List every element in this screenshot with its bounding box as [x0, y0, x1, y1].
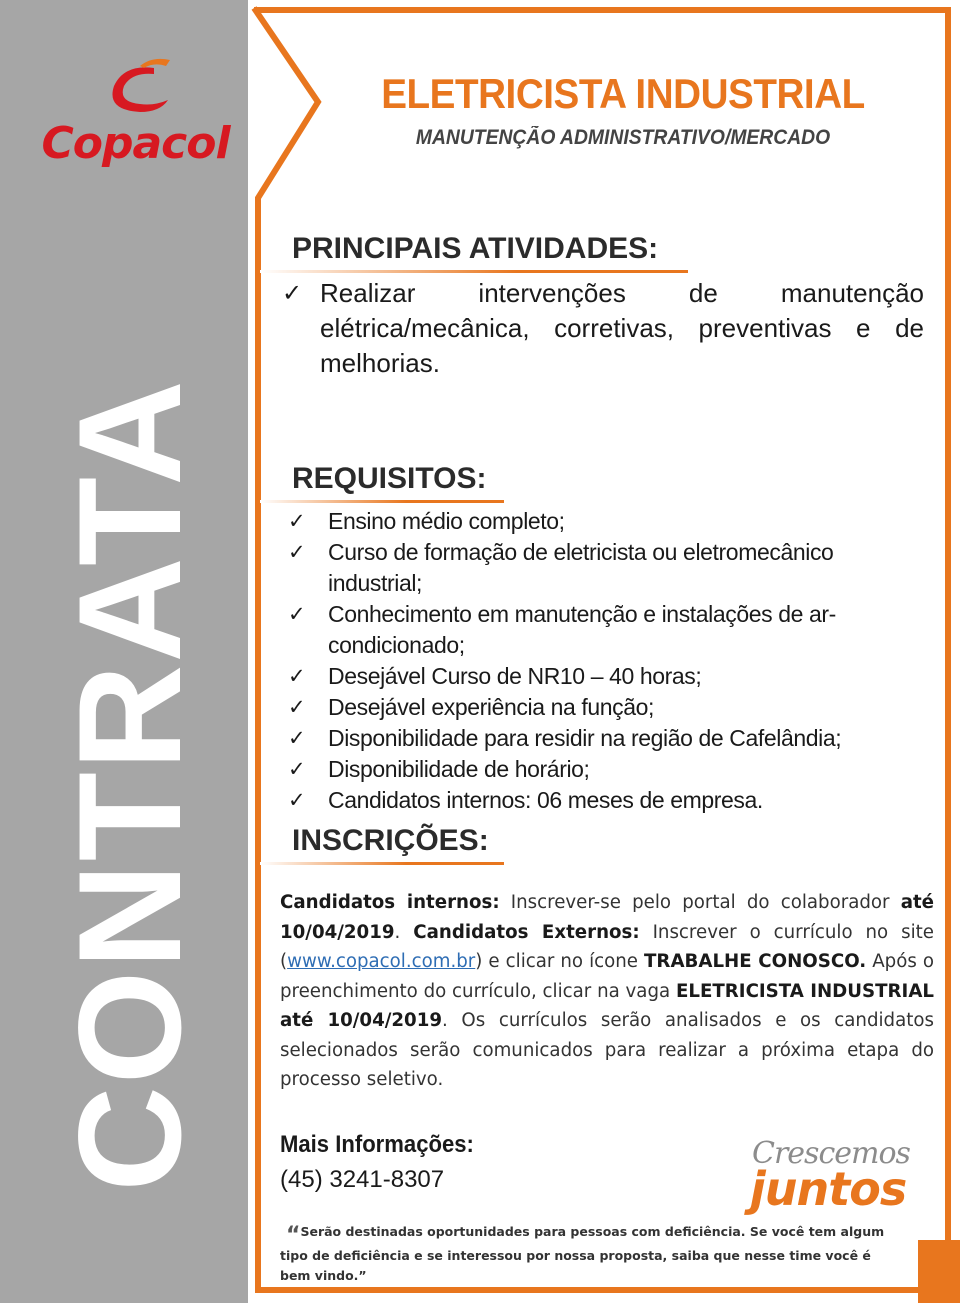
checkmark-icon: ✓	[288, 510, 306, 533]
requirement-text: Ensino médio completo;	[328, 508, 565, 534]
close-quote: ”	[358, 1268, 367, 1283]
heading-underline	[260, 500, 504, 503]
list-item	[288, 692, 928, 723]
contact-phone: (45) 3241-8307	[280, 1166, 445, 1193]
after-text: Após o preenchimento do currículo, clicar na vaga	[280, 951, 934, 1002]
registration-paragraph	[280, 888, 934, 1095]
contact-title: Mais Informações:	[280, 1131, 474, 1158]
trabalhe-conosco-label: TRABALHE CONOSCO.	[644, 951, 867, 972]
requirement-text: Desejável experiência na função;	[328, 694, 655, 720]
internal-text: Inscrever-se pelo portal do colaborador	[499, 892, 901, 913]
external-text-continued: ) e clicar no ícone	[475, 951, 645, 972]
activity-item	[282, 276, 924, 381]
checkmark-icon: ✓	[288, 541, 306, 564]
site-link[interactable]: www.copacol.com.br	[287, 951, 476, 972]
list-item	[288, 537, 928, 599]
heading-underline	[260, 862, 504, 865]
activities-heading-text: PRINCIPAIS ATIVIDADES:	[292, 232, 659, 265]
internal-label: Candidatos internos:	[280, 892, 500, 913]
checkmark-icon: ✓	[282, 280, 303, 307]
internal-deadline: até 10/04/2019	[280, 892, 934, 943]
footnote-text: Serão destinadas oportunidades para pessoas com deficiência. Se você tem algum tipo de deficiência e se interessou por nossa proposta, saiba que nesse time você é bem vindo.	[280, 1224, 885, 1283]
job-subtitle: MANUTENÇÃO ADMINISTRATIVO/MERCADO	[415, 126, 831, 149]
requirement-text: Desejável Curso de NR10 – 40 horas;	[328, 663, 702, 689]
vacancy-deadline: ELETRICISTA INDUSTRIAL até 10/04/2019	[280, 980, 934, 1031]
registration-heading-text: INSCRIÇÕES:	[292, 824, 489, 857]
external-label: Candidatos Externos:	[413, 921, 640, 943]
list-item	[288, 599, 928, 661]
requirements-heading-text: REQUISITOS:	[292, 462, 487, 495]
slogan-line1: Crescemos	[752, 1136, 910, 1171]
logo-wordmark: Copacol	[41, 118, 230, 169]
activities-heading	[260, 232, 658, 266]
sentence-break: .	[394, 921, 414, 943]
registration-heading	[260, 824, 489, 858]
heading-underline	[260, 270, 688, 273]
list-item	[288, 661, 928, 692]
list-item	[288, 785, 928, 816]
closing-text: . Os currículos serão analisados e os candidatos selecionados serão comunicados para realizar a próxima etapa do processo seletivo.	[280, 1010, 934, 1090]
requirement-text: Curso de formação de eletricista ou eletromecânico industrial;	[328, 539, 834, 596]
requirement-text: Disponibilidade de horário;	[328, 756, 590, 782]
list-item	[288, 506, 928, 537]
job-title: ELETRICISTA INDUSTRIAL	[381, 70, 865, 117]
checkmark-icon: ✓	[288, 603, 306, 626]
checkmark-icon: ✓	[288, 696, 306, 719]
slogan-line2: juntos	[750, 1162, 907, 1216]
checkmark-icon: ✓	[288, 665, 306, 688]
requirement-text: Conhecimento em manutenção e instalações de ar-condicionado;	[328, 601, 836, 658]
checkmark-icon: ✓	[288, 789, 306, 812]
list-item	[288, 754, 928, 785]
requirements-list	[288, 506, 928, 816]
requirement-text: Disponibilidade para residir na região de Cafelândia;	[328, 725, 842, 751]
open-quote: “	[286, 1223, 301, 1248]
checkmark-icon: ✓	[288, 727, 306, 750]
contrata-vertical-banner: CONTRATA	[48, 378, 211, 1192]
requirements-heading	[260, 462, 486, 496]
activity-text: Realizar intervenções de manutenção elétrica/mecânica, corretivas, preventivas e de melhorias.	[320, 278, 924, 378]
list-item	[288, 723, 928, 754]
corner-accent	[918, 1240, 960, 1303]
checkmark-icon: ✓	[288, 758, 306, 781]
requirement-text: Candidatos internos: 06 meses de empresa.	[328, 787, 763, 813]
inclusion-footnote	[280, 1222, 900, 1286]
external-text: Inscrever o currículo no site (	[280, 921, 934, 972]
